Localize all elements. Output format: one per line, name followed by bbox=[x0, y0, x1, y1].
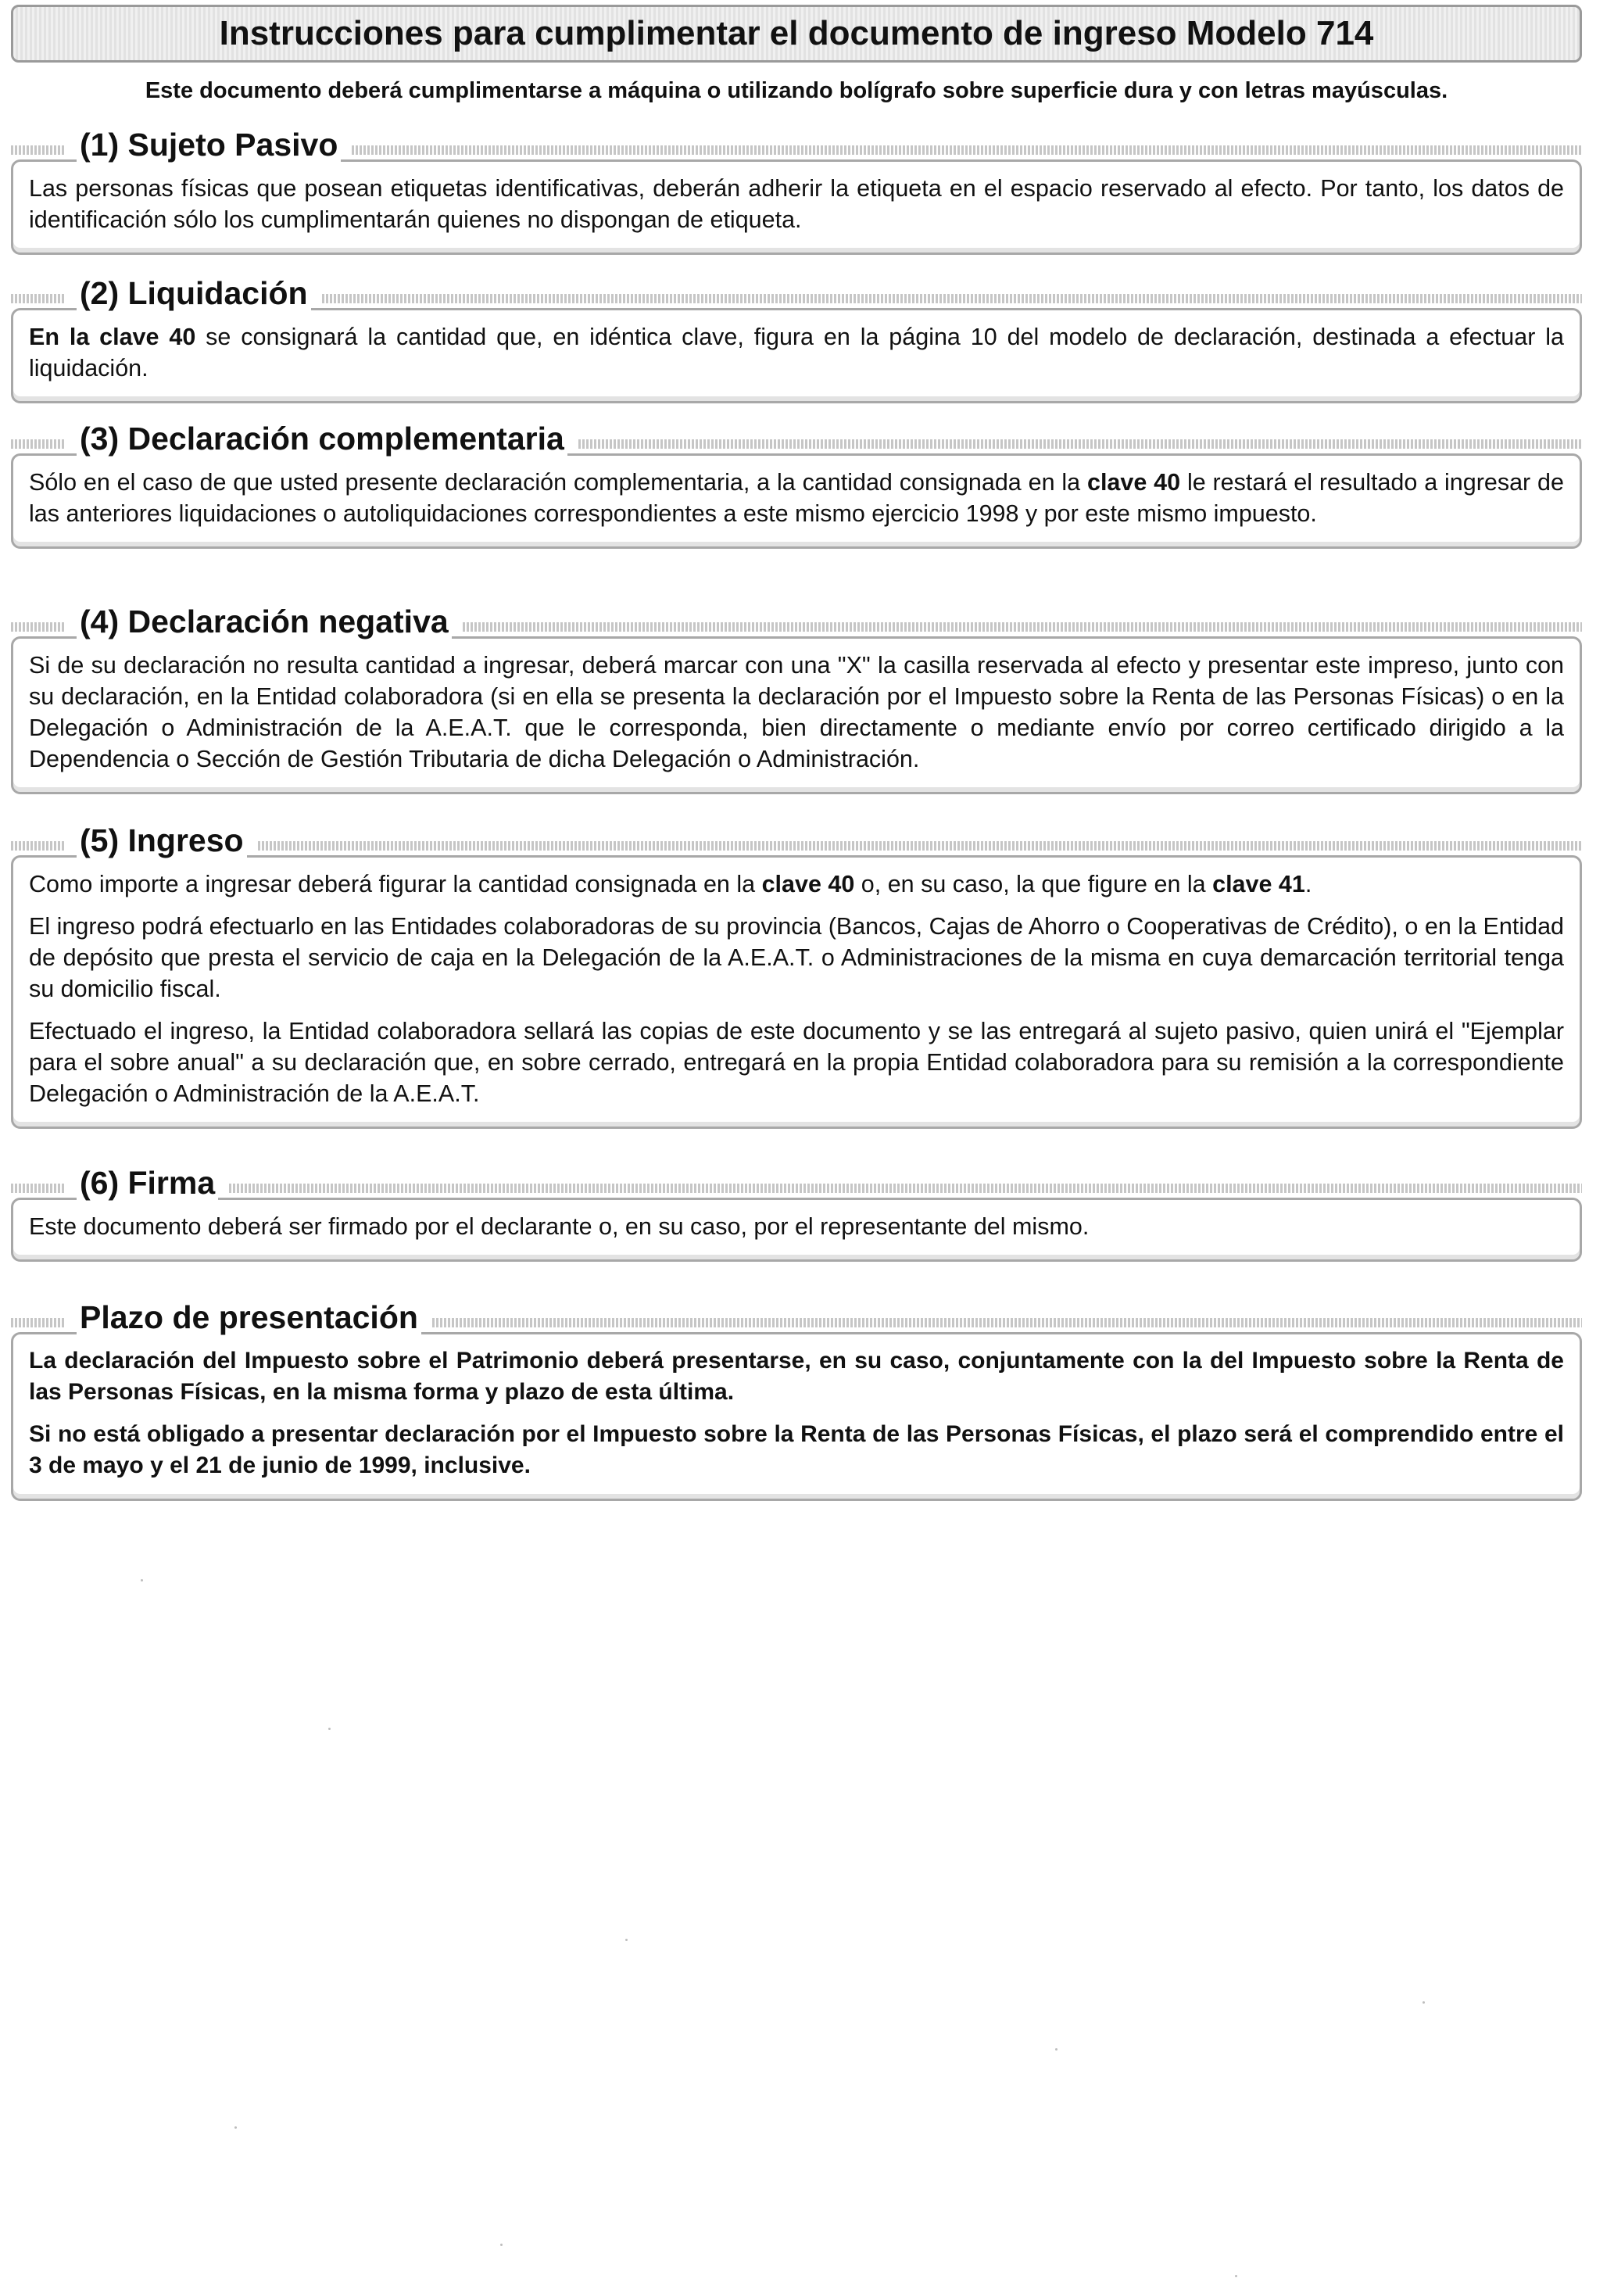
section-header bbox=[11, 274, 1582, 313]
section-paragraph bbox=[29, 911, 1564, 1005]
section-paragraph bbox=[29, 1345, 1564, 1408]
bold-text-run: clave 41 bbox=[1212, 871, 1305, 897]
bold-text-run: clave 40 bbox=[761, 871, 855, 897]
text-run: le restará el resultado a ingresar de las anteriores liquidaciones o autoliquidaciones correspondientes a este mismo ejercicio 1998 y por este mismo impuesto. bbox=[29, 469, 1564, 527]
bold-text-run: En la clave 40 bbox=[29, 324, 196, 350]
section-heading: (3) Declaración complementaria bbox=[77, 419, 567, 458]
section-heading: (1) Sujeto Pasivo bbox=[77, 125, 341, 164]
text-run: El ingreso podrá efectuarlo en las Entidades colaboradoras de su provincia (Bancos, Cajas de Ahorro o Cooperativas de Crédito), o en la Entidad de depósito que presta el servicio de caja en la Delegación de la A.E.A.T. o Administraciones de la misma en cuya demarcación territorial tenga su domicilio fiscal. bbox=[29, 913, 1564, 1002]
text-run: Efectuado el ingreso, la Entidad colaboradora sellará las copias de este documento y se las entregará al sujeto pasivo, quien unirá el "Ejemplar para el sobre anual" a su declaración que, en sobre cerrado, entregará en la propia Entidad colaboradora para su remisión a la correspondiente Delegación o Administración de la A.E.A.T. bbox=[29, 1018, 1564, 1107]
section-header bbox=[11, 125, 1582, 164]
bold-text-run: La declaración del Impuesto sobre el Patrimonio deberá presentarse, en su caso, conjuntamente con la del Impuesto sobre la Renta de las Personas Físicas, en la misma forma y plazo de esta última. bbox=[29, 1348, 1564, 1405]
header-rule-right bbox=[229, 1184, 1582, 1193]
text-run: Como importe a ingresar deberá figurar la cantidad consignada en la bbox=[29, 871, 762, 897]
scan-speck bbox=[1235, 2275, 1237, 2277]
section-header bbox=[11, 821, 1582, 860]
section-header bbox=[11, 602, 1582, 641]
section-plazo-presentacion bbox=[11, 1298, 1582, 1501]
bold-text-run: Si no está obligado a presentar declaración por el Impuesto sobre la Renta de las Personas Físicas, el plazo será el comprendido entre el 3 de mayo y el 21 de junio de 1999, inclusive. bbox=[29, 1421, 1564, 1478]
section-body bbox=[11, 636, 1582, 794]
section-declaracion-complementaria bbox=[11, 419, 1582, 549]
header-rule-left bbox=[11, 439, 66, 449]
section-header bbox=[11, 1163, 1582, 1202]
section-paragraph bbox=[29, 321, 1564, 384]
scan-speck bbox=[234, 2126, 237, 2129]
page-title: Instrucciones para cumplimentar el documento de ingreso Modelo 714 bbox=[219, 14, 1374, 52]
section-liquidacion bbox=[11, 274, 1582, 403]
text-run: Sólo en el caso de que usted presente declaración complementaria, a la cantidad consignada en la bbox=[29, 469, 1087, 496]
section-header bbox=[11, 419, 1582, 458]
section-paragraph bbox=[29, 1211, 1564, 1242]
section-body bbox=[11, 453, 1582, 549]
header-rule-right bbox=[432, 1318, 1582, 1327]
section-heading: (6) Firma bbox=[77, 1163, 218, 1202]
header-rule-right bbox=[322, 294, 1582, 303]
section-body bbox=[11, 1198, 1582, 1262]
header-rule-right bbox=[578, 439, 1582, 449]
header-rule-left bbox=[11, 841, 66, 851]
scan-speck bbox=[625, 1939, 628, 1941]
text-run: Las personas físicas que posean etiquetas identificativas, deberán adherir la etiqueta en el espacio reservado al efecto. Por tanto, los datos de identificación sólo los cumplimentarán quienes no dispongan de etiqueta. bbox=[29, 175, 1564, 233]
section-header bbox=[11, 1298, 1582, 1337]
text-run: . bbox=[1304, 871, 1312, 897]
section-heading: (5) Ingreso bbox=[77, 821, 247, 860]
section-ingreso bbox=[11, 821, 1582, 1129]
header-rule-left bbox=[11, 1184, 66, 1193]
section-heading: (2) Liquidación bbox=[77, 274, 311, 313]
section-paragraph bbox=[29, 467, 1564, 529]
section-paragraph bbox=[29, 1419, 1564, 1481]
section-body bbox=[11, 855, 1582, 1129]
section-body bbox=[11, 1332, 1582, 1501]
scan-speck bbox=[500, 2244, 503, 2246]
section-body bbox=[11, 159, 1582, 255]
section-paragraph bbox=[29, 1015, 1564, 1109]
header-rule-left bbox=[11, 294, 66, 303]
header-rule-left bbox=[11, 1318, 66, 1327]
scan-speck bbox=[1055, 2048, 1058, 2051]
scan-speck bbox=[328, 1728, 331, 1730]
section-firma bbox=[11, 1163, 1582, 1262]
header-rule-right bbox=[463, 622, 1582, 632]
page-title-box bbox=[11, 5, 1582, 63]
section-heading: (4) Declaración negativa bbox=[77, 602, 452, 641]
instruction-page bbox=[11, 5, 1582, 106]
section-paragraph bbox=[29, 869, 1564, 900]
bold-text-run: clave 40 bbox=[1086, 469, 1181, 496]
header-rule-left bbox=[11, 622, 66, 632]
header-rule-right bbox=[258, 841, 1582, 851]
section-heading: Plazo de presentación bbox=[77, 1298, 421, 1337]
section-body bbox=[11, 308, 1582, 403]
scan-speck bbox=[141, 1579, 143, 1581]
section-sujeto-pasivo bbox=[11, 125, 1582, 255]
page-subtitle: Este documento deberá cumplimentarse a máquina o utilizando bolígrafo sobre superficie dura y con letras mayúsculas. bbox=[145, 78, 1448, 103]
text-run: Si de su declaración no resulta cantidad a ingresar, deberá marcar con una "X" la casilla reservada al efecto y presentar este impreso, junto con su declaración, en la Entidad colaboradora (si en ella se presenta la declaración por el Impuesto sobre la Renta de las Personas Físicas) o en la Delegación o Administración de la A.E.A.T. que le corresponda, bien directamente o mediante envío por correo certificado dirigido a la Dependencia o Sección de Gestión Tributaria de dicha Delegación o Administración. bbox=[29, 652, 1564, 772]
text-run: o, en su caso, la que figure en la bbox=[854, 871, 1213, 897]
header-rule-right bbox=[352, 145, 1582, 155]
section-paragraph bbox=[29, 173, 1564, 235]
section-paragraph bbox=[29, 650, 1564, 775]
scan-speck bbox=[1423, 2001, 1425, 2004]
text-run: Este documento deberá ser firmado por el declarante o, en su caso, por el representante del mismo. bbox=[29, 1213, 1090, 1240]
header-rule-left bbox=[11, 145, 66, 155]
section-declaracion-negativa bbox=[11, 602, 1582, 794]
text-run: se consignará la cantidad que, en idéntica clave, figura en la página 10 del modelo de declaración, destinada a efectuar la liquidación. bbox=[29, 324, 1564, 381]
